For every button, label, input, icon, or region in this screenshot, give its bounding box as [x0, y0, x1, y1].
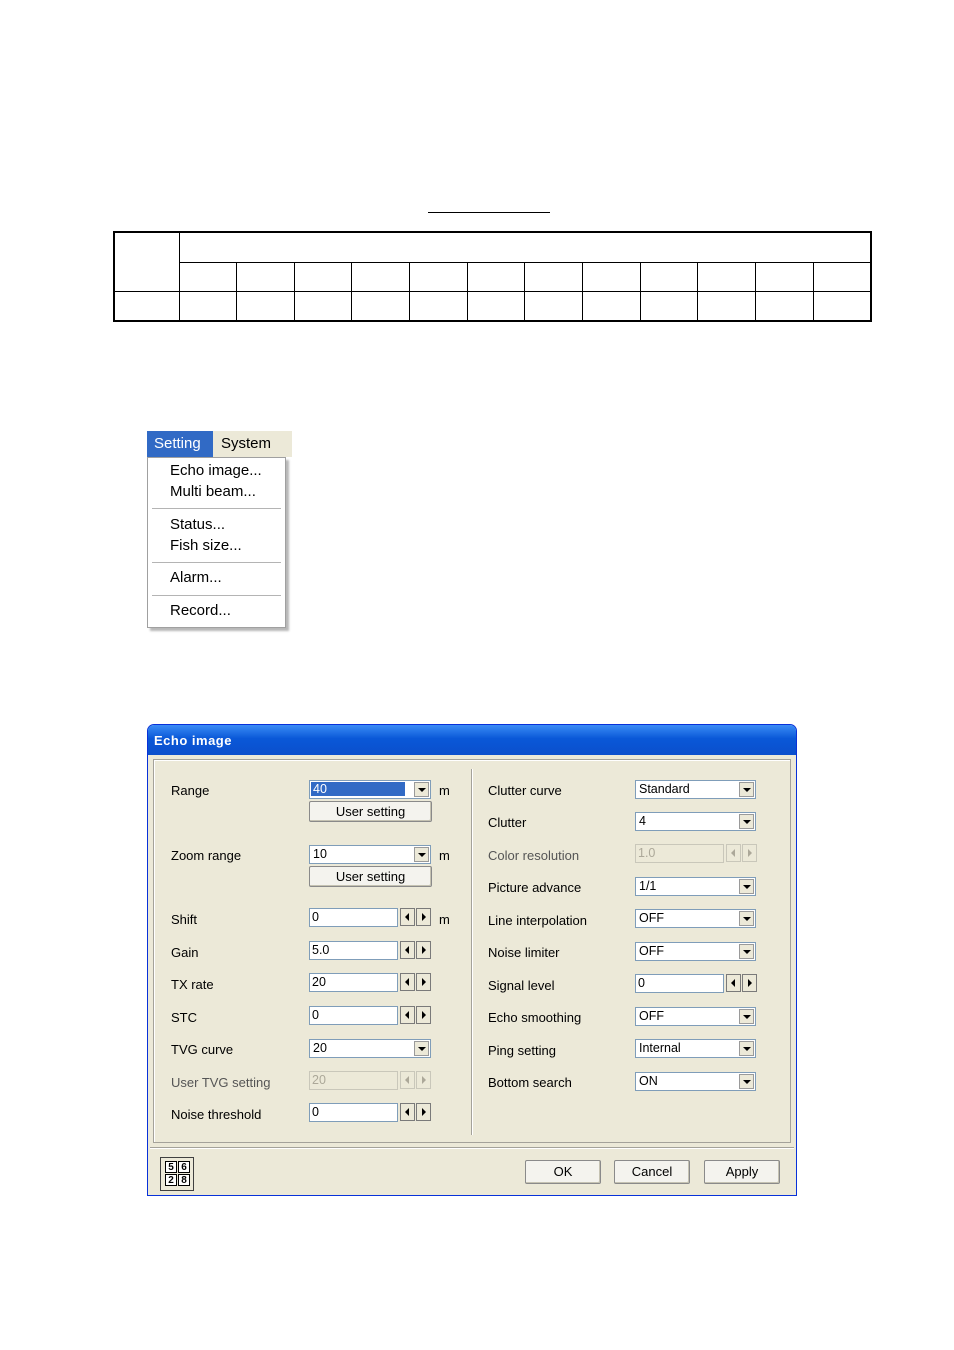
menu-item-fish-size[interactable]: Fish size...: [170, 537, 242, 554]
noise-limiter-label: Noise limiter: [488, 945, 560, 960]
color-resolution-label: Color resolution: [488, 848, 580, 863]
picture-advance-value: 1/1: [639, 879, 657, 893]
footer-divider: [150, 1147, 794, 1149]
table-cell: [114, 291, 179, 321]
setting-dropdown: [147, 457, 286, 628]
table-cell: [410, 262, 468, 291]
table-cell: [467, 291, 525, 321]
color-resolution-input: 1.0: [635, 844, 724, 863]
zoom-range-label: Zoom range: [171, 848, 242, 863]
chevron-down-icon[interactable]: [739, 1074, 754, 1089]
table-cell: [698, 291, 756, 321]
menu-item-status[interactable]: Status...: [170, 516, 226, 533]
table-cell: [756, 291, 814, 321]
table-cell: [640, 291, 698, 321]
line-interpolation-value: OFF: [639, 911, 664, 925]
bottom-search-label: Bottom search: [488, 1075, 572, 1090]
tvg-curve-label: TVG curve: [171, 1042, 234, 1057]
stc-input[interactable]: 0: [309, 1006, 398, 1025]
chevron-right-icon[interactable]: [416, 908, 431, 926]
menu-setting[interactable]: Setting: [147, 431, 213, 457]
tx-rate-label: TX rate: [171, 977, 214, 992]
grid-cell: 2: [165, 1174, 177, 1186]
table-cell: [114, 232, 179, 291]
chevron-right-icon: [416, 1071, 431, 1089]
table-cell: [179, 232, 871, 262]
tvg-curve-value: 20: [313, 1041, 327, 1055]
chevron-down-icon[interactable]: [739, 814, 754, 829]
range-user-setting-button[interactable]: User setting: [309, 801, 432, 822]
range-unit: m: [439, 783, 450, 798]
title-underline: [428, 212, 550, 213]
chevron-down-icon[interactable]: [414, 847, 429, 862]
table-cell: [583, 262, 641, 291]
zoom-range-combo[interactable]: [309, 845, 431, 864]
range-label: Range: [171, 783, 210, 798]
range-combo[interactable]: [309, 780, 431, 799]
menu-item-alarm[interactable]: Alarm...: [170, 569, 222, 586]
clutter-curve-label: Clutter curve: [488, 783, 562, 798]
zoom-range-value: 10: [313, 847, 327, 861]
table-cell: [410, 291, 468, 321]
doc-table: [113, 231, 872, 322]
ping-setting-value: Internal: [639, 1041, 681, 1055]
ok-button[interactable]: OK: [525, 1160, 601, 1184]
cancel-button[interactable]: Cancel: [614, 1160, 690, 1184]
line-interpolation-label: Line interpolation: [488, 913, 588, 928]
menu-item-echo-image[interactable]: Echo image...: [170, 462, 262, 479]
ping-setting-label: Ping setting: [488, 1043, 556, 1058]
setting-menu: [147, 431, 292, 631]
signal-level-input[interactable]: 0: [635, 974, 724, 993]
ping-setting-combo[interactable]: [635, 1039, 756, 1058]
range-value: 40: [311, 782, 405, 796]
chevron-right-icon[interactable]: [742, 974, 757, 992]
noise-threshold-input[interactable]: 0: [309, 1103, 398, 1122]
chevron-left-icon[interactable]: [400, 941, 415, 959]
table-cell: [813, 291, 871, 321]
chevron-down-icon[interactable]: [739, 944, 754, 959]
table-cell: [352, 262, 410, 291]
tx-rate-input[interactable]: 20: [309, 973, 398, 992]
bottom-search-value: ON: [639, 1074, 658, 1088]
echo-image-dialog: [147, 724, 797, 1196]
chevron-left-icon: [726, 844, 741, 862]
chevron-left-icon[interactable]: [726, 974, 741, 992]
grid-cell: 6: [178, 1161, 190, 1173]
table-cell: [583, 291, 641, 321]
stc-label: STC: [171, 1010, 197, 1025]
clutter-combo[interactable]: [635, 812, 756, 831]
chevron-left-icon[interactable]: [400, 1006, 415, 1024]
clutter-curve-value: Standard: [639, 782, 690, 796]
grid-cell: 5: [165, 1161, 177, 1173]
chevron-down-icon[interactable]: [739, 879, 754, 894]
table-cell: [237, 291, 295, 321]
chevron-right-icon: [742, 844, 757, 862]
menu-separator: [152, 562, 281, 563]
chevron-left-icon[interactable]: [400, 908, 415, 926]
picture-advance-combo[interactable]: [635, 877, 756, 896]
chevron-left-icon: [400, 1071, 415, 1089]
shift-input[interactable]: 0: [309, 908, 398, 927]
user-tvg-input: 20: [309, 1071, 398, 1090]
chevron-down-icon[interactable]: [414, 782, 429, 797]
chevron-down-icon[interactable]: [739, 1041, 754, 1056]
menu-item-multi-beam[interactable]: Multi beam...: [170, 483, 256, 500]
table-cell: [525, 291, 583, 321]
chevron-down-icon[interactable]: [414, 1041, 429, 1056]
line-interpolation-combo[interactable]: [635, 909, 756, 928]
table-cell: [756, 262, 814, 291]
menu-separator: [152, 595, 281, 596]
chevron-right-icon[interactable]: [416, 941, 431, 959]
table-cell: [294, 262, 352, 291]
menu-item-record[interactable]: Record...: [170, 602, 231, 619]
zoom-range-unit: m: [439, 848, 450, 863]
table-cell: [640, 262, 698, 291]
chevron-down-icon[interactable]: [739, 911, 754, 926]
bottom-search-combo[interactable]: [635, 1072, 756, 1091]
user-tvg-label: User TVG setting: [171, 1075, 271, 1090]
picture-advance-label: Picture advance: [488, 880, 582, 895]
chevron-left-icon[interactable]: [400, 1103, 415, 1121]
grid-cell: 8: [178, 1174, 190, 1186]
column-divider: [471, 769, 473, 1135]
zoom-user-setting-button[interactable]: User setting: [309, 866, 432, 887]
echo-smoothing-label: Echo smoothing: [488, 1010, 582, 1025]
table-cell: [813, 262, 871, 291]
table-cell: [294, 291, 352, 321]
shift-unit: m: [439, 912, 450, 927]
menu-separator: [152, 508, 281, 509]
chevron-right-icon[interactable]: [416, 973, 431, 991]
table-cell: [467, 262, 525, 291]
clutter-curve-combo[interactable]: [635, 780, 756, 799]
noise-threshold-label: Noise threshold: [171, 1107, 262, 1122]
chevron-right-icon[interactable]: [416, 1103, 431, 1121]
echo-smoothing-combo[interactable]: [635, 1007, 756, 1026]
table-cell: [698, 262, 756, 291]
menu-bar: [147, 431, 292, 457]
signal-level-label: Signal level: [488, 978, 555, 993]
tvg-curve-combo[interactable]: [309, 1039, 431, 1058]
shift-label: Shift: [171, 912, 198, 927]
clutter-label: Clutter: [488, 815, 527, 830]
table-cell: [179, 291, 237, 321]
noise-limiter-combo[interactable]: [635, 942, 756, 961]
menu-system[interactable]: System: [221, 435, 272, 452]
chevron-down-icon[interactable]: [739, 782, 754, 797]
apply-button[interactable]: Apply: [704, 1160, 780, 1184]
dialog-title: Echo image: [148, 725, 796, 755]
clutter-value: 4: [639, 814, 646, 828]
table-cell: [179, 262, 237, 291]
table-cell: [352, 291, 410, 321]
noise-limiter-value: OFF: [639, 944, 664, 958]
gain-input[interactable]: 5.0: [309, 941, 398, 960]
echo-smoothing-value: OFF: [639, 1009, 664, 1023]
grid-layout-icon[interactable]: [160, 1157, 194, 1191]
chevron-down-icon[interactable]: [739, 1009, 754, 1024]
table-cell: [525, 262, 583, 291]
chevron-right-icon[interactable]: [416, 1006, 431, 1024]
table-cell: [237, 262, 295, 291]
gain-label: Gain: [171, 945, 199, 960]
chevron-left-icon[interactable]: [400, 973, 415, 991]
